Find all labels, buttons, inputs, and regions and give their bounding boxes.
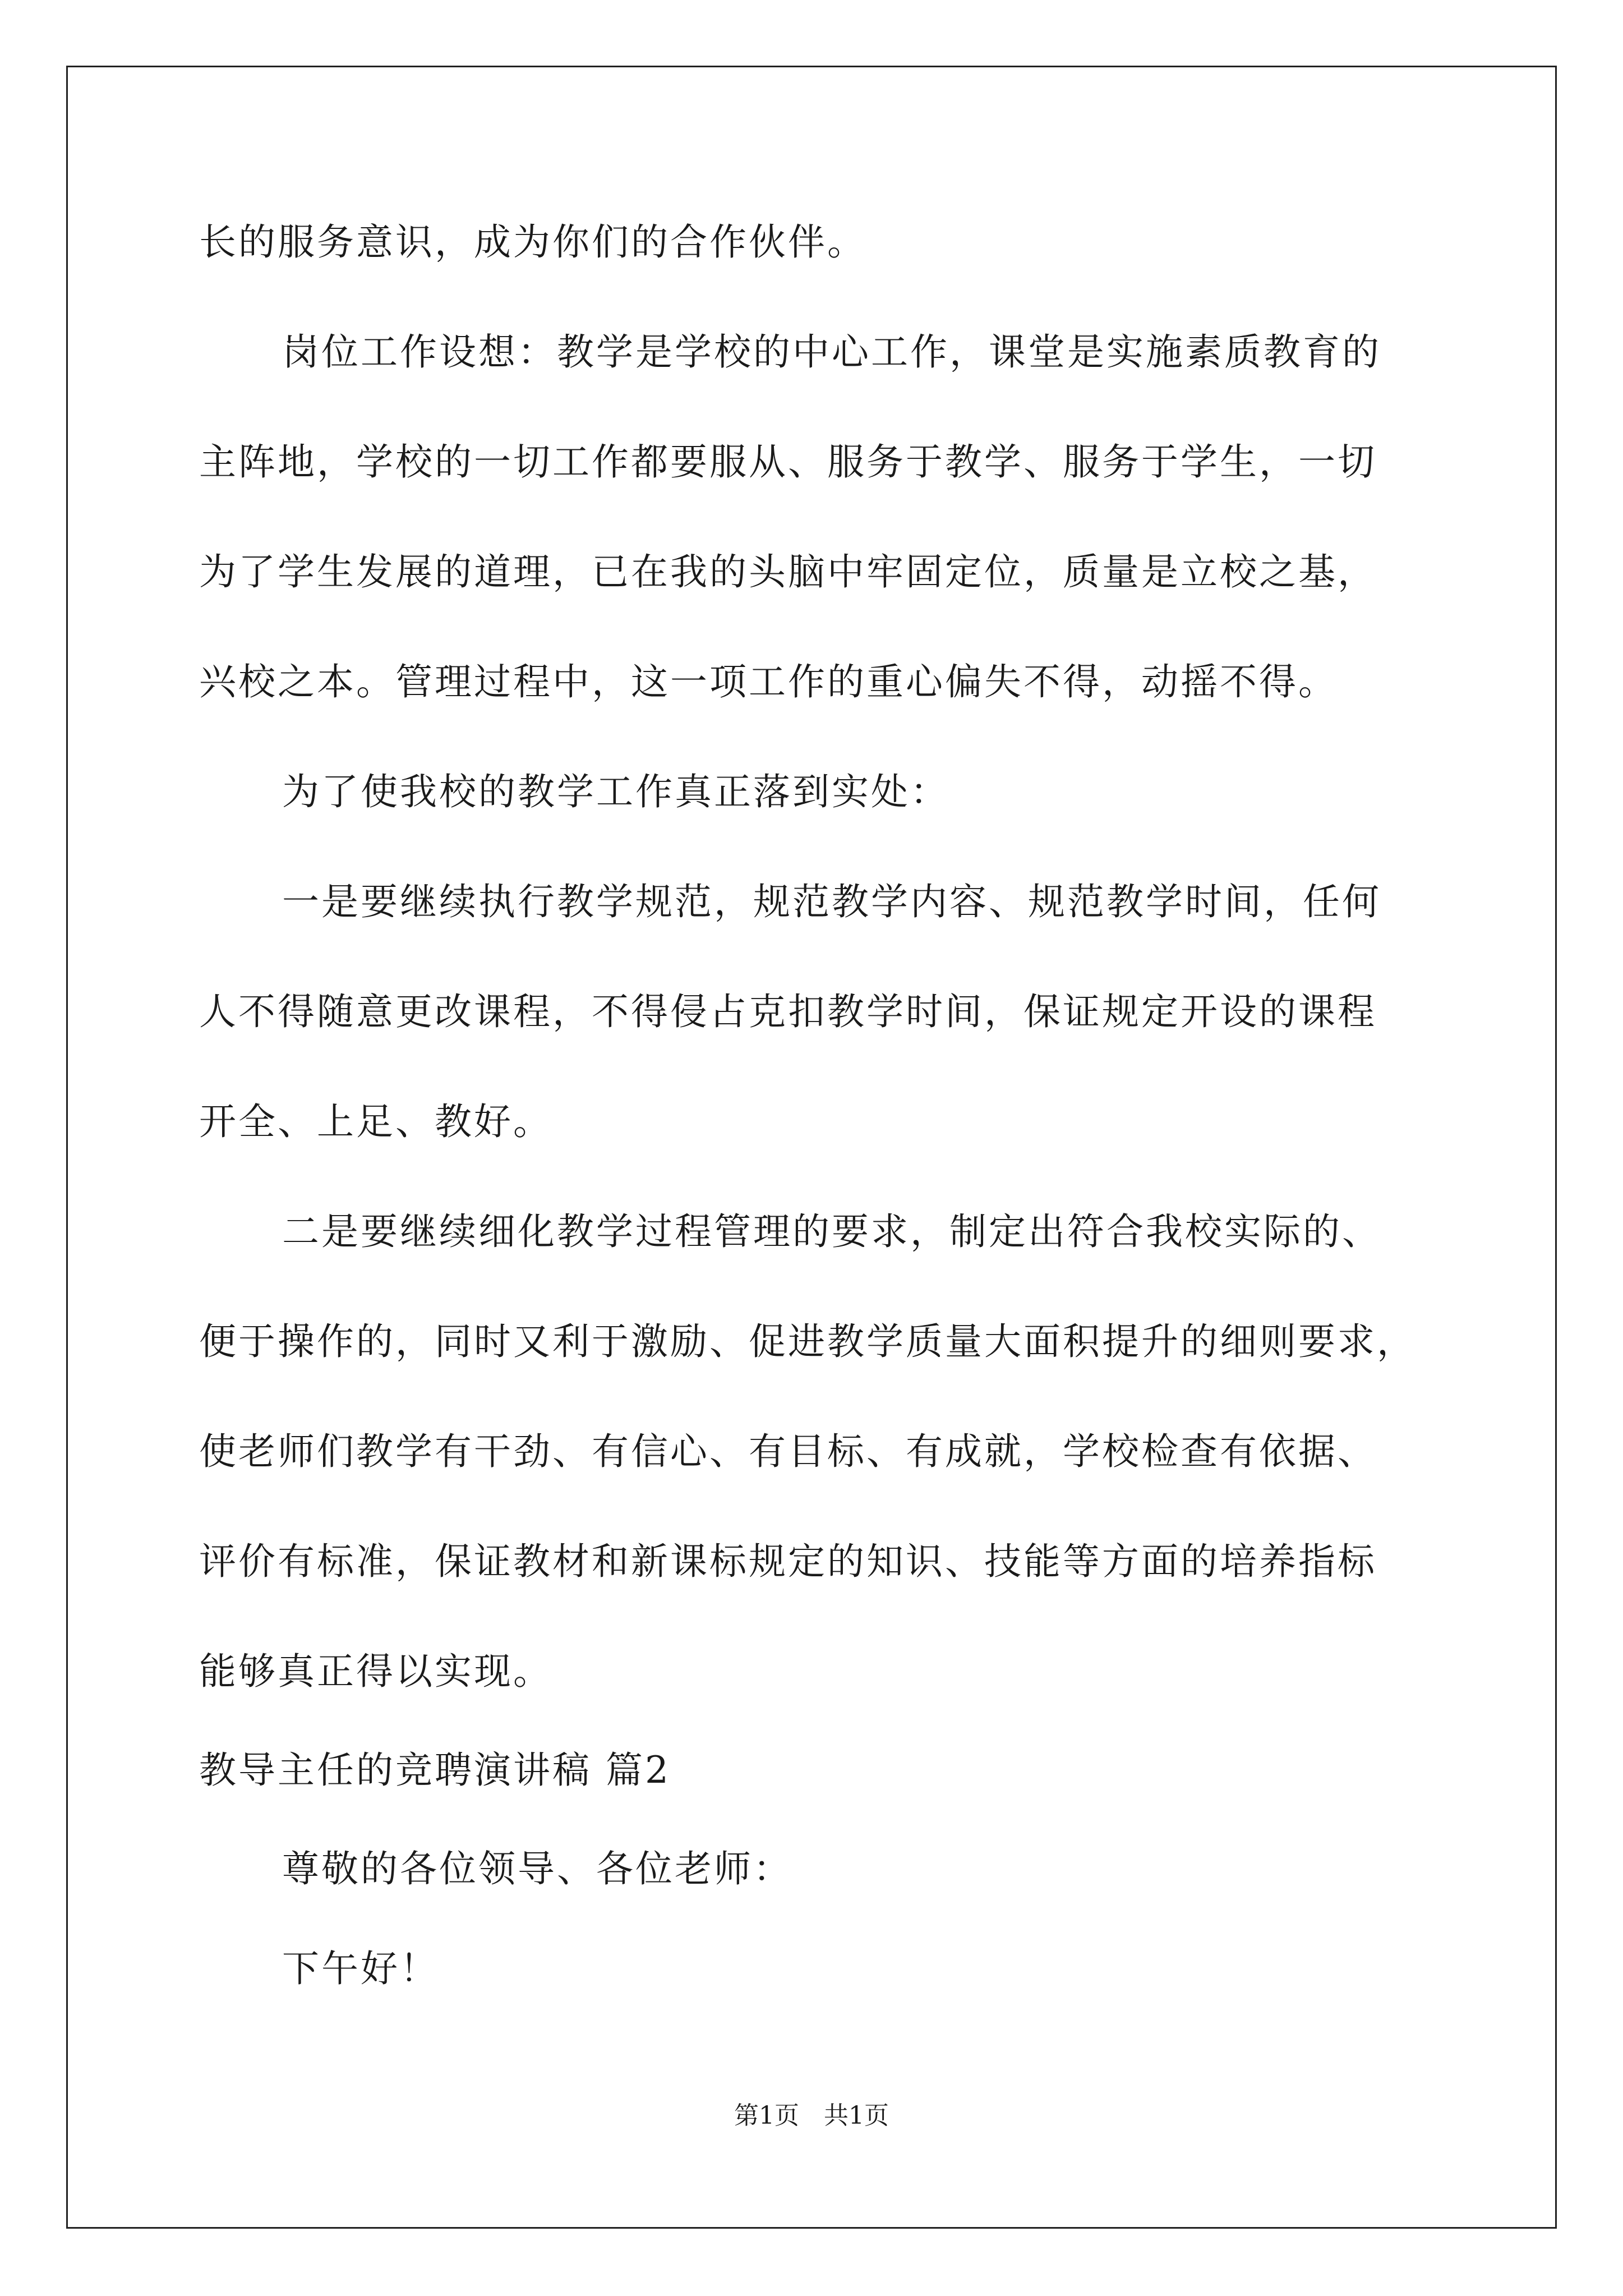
text-line: 一是要继续执行教学规范，规范教学内容、规范教学时间，任何 — [282, 880, 1381, 923]
text-line: 评价有标准，保证教材和新课标规定的知识、技能等方面的培养指标 — [199, 1540, 1377, 1583]
text-line: 下午好！ — [282, 1947, 439, 1990]
text-line: 兴校之本。管理过程中，这一项工作的重心偏失不得，动摇不得。 — [199, 660, 1338, 703]
page-footer: 第1页 共1页 — [734, 2101, 889, 2130]
text-line: 为了使我校的教学工作真正落到实处： — [282, 770, 949, 813]
text-line: 主阵地，学校的一切工作都要服从、服务于教学、服务于学生，一切 — [199, 440, 1377, 484]
text-line: 开全、上足、教好。 — [199, 1100, 552, 1143]
text-line: 二是要继续细化教学过程管理的要求，制定出符合我校实际的、 — [282, 1210, 1381, 1253]
text-line: 能够真正得以实现。 — [199, 1650, 552, 1693]
section-heading: 教导主任的竞聘演讲稿 篇2 — [199, 1749, 671, 1792]
text-line: 使老师们教学有干劲、有信心、有目标、有成就，学校检查有依据、 — [199, 1430, 1377, 1473]
text-line: 尊敬的各位领导、各位老师： — [282, 1847, 792, 1890]
text-line: 为了学生发展的道理，已在我的头脑中牢固定位，质量是立校之基， — [199, 550, 1377, 593]
text-line: 便于操作的，同时又利于激励、促进教学质量大面积提升的细则要求， — [199, 1320, 1416, 1363]
text-line: 长的服务意识，成为你们的合作伙伴。 — [199, 220, 866, 264]
text-line: 岗位工作设想：教学是学校的中心工作，课堂是实施素质教育的 — [282, 330, 1381, 374]
text-line: 人不得随意更改课程，不得侵占克扣教学时间，保证规定开设的课程 — [199, 990, 1377, 1033]
page-border — [66, 66, 1557, 2229]
